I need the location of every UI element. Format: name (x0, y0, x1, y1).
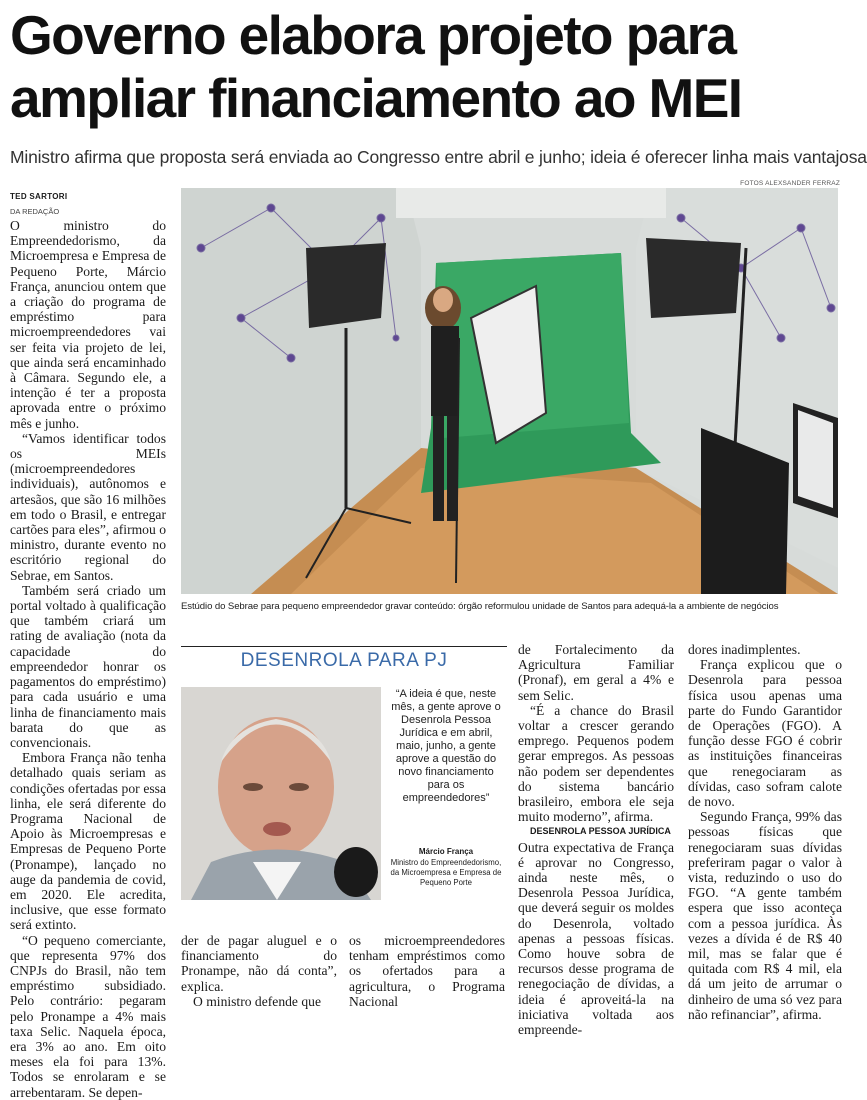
paragraph: der de pagar aluguel e o financiamento do Pronampe, não dá conta”, explica. (181, 933, 337, 994)
paragraph: os microempreendedores tenham empréstimos como os ofertados para a agricultura, o Programa Nacional (349, 933, 505, 1009)
photo-caption: Estúdio do Sebrae para pequeno empreendedor gravar conteúdo: órgão reformulou unidade de Santos para adequá-la a ambiente de negócios (181, 601, 779, 612)
studio-photo-image (181, 188, 838, 594)
paragraph: Outra expectativa de França é aprovar no Congresso, ainda neste mês, o Desenrola Pessoa Jurídica, que deverá seguir os moldes do Desenrola, voltado apenas a pessoas físicas. Como houve sobra de recursos desse programa de renegociação de dívidas, a ideia é aproveitá-la na iniciativa voltada aos empreende- (518, 839, 674, 1038)
byline: TED SARTORI (10, 192, 68, 201)
paragraph: de Fortalecimento da Agricultura Familiar (Pronaf), em geral a 4% e sem Selic. (518, 642, 674, 703)
paragraph: Embora França não tenha detalhado quais seriam as condições ofertadas por essa linha, ele será diferente do Programa Nacional de Apoio às Microempresas e Empresas de Pequeno Porte (Pronampe), lançado no auge da pandemia de covid, em 2020. Ele acredita, inclusive, que esse formato será extinto. (10, 750, 166, 933)
paragraph: O ministro defende que (193, 993, 321, 1009)
paragraph: Segundo França, 99% das pessoas físicas que renegociaram suas dívidas preferiram pagar o valor à vista, reduzindo o uso do FGO. “A gente também espera que isso aconteça com a pessoa jurídica. Às vezes a dívida é de R$ 40 mil, mas se falar que é quitada com R$ 4 mil, ela dá um jeito de arrumar o dinheiro de uma só vez para não refinanciar”, afirma. (688, 809, 842, 1022)
quote-attribution-role: Ministro do Empreendedorismo, da Microempresa e Empresa de Pequeno Porte (390, 858, 502, 887)
paragraph: “Vamos identificar todos os MEIs (microempreendedores individuais), autônomos e artesãos, que são 16 milhões em todo o Brasil, e entregar cartões para eles”, afirmou o ministro, durante evento no escritório regional do Sebrae, em Santos. (10, 430, 166, 583)
pull-quote: “A ideia é que, neste mês, a gente aprove o Desenrola Pessoa Jurídica e em abril, maio, junho, a gente aprove a questão do novo financiamento para os empreendedores” (391, 688, 501, 804)
article-column-1 (10, 218, 166, 1100)
quote-attribution-name: Márcio França (418, 847, 474, 856)
headline (10, 4, 846, 130)
paragraph: O ministro do Empreendedorismo, da Microempresa e Empresa de Pequeno Porte, Márcio França, anunciou ontem que a criação do programa de empréstimo para microempreendedores vai ser feita via projeto de lei, que ainda será encaminhado à Câmara. Segundo ele, a intenção é ter a proposta aprovada entre o próximo mês e junho. (10, 218, 166, 431)
paragraph: dores inadimplentes. (688, 642, 801, 657)
studio-photo (181, 188, 838, 594)
headline-line-1: Governo elabora projeto para (10, 4, 736, 66)
paragraph: “É a chance do Brasil voltar a crescer gerando emprego. Pequenos podem gerar empregos. As pessoas não podem ser dependentes do sistema bancário brasileiro, embora ele seja muito moderno”, afirma. (518, 702, 674, 825)
paragraph: Também será criado um portal voltado à qualificação que também criará um rating de avaliação (nota da capacidade do empreendedor honrar os pagamentos do empréstimo) para cada usuário e uma linha de financiamento mais barata do que as convencionais. (10, 582, 166, 750)
portrait-photo (181, 687, 381, 900)
article-column-2 (181, 933, 337, 1009)
box-top-rule (181, 646, 507, 647)
desk-label: DA REDAÇÃO (10, 207, 60, 216)
section-subhead: DESENROLA PESSOA JURÍDICA (530, 826, 671, 837)
paragraph: “O pequeno comerciante, que representa 97% dos CNPJs do Brasil, não tem empréstimo subsidiado. Pelo contrário: pegaram pelo Pronampe a 4% mais taxa Selic. Naquela época, era 3% ao ano. Em oito meses ela foi para 13%. Todos se enrolaram e se arrebentaram. Se depen- (10, 932, 166, 1100)
article-column-3 (349, 933, 505, 1009)
paragraph: França explicou que o Desenrola para pessoa física usou apenas uma parte do Fundo Garantidor de Operações (FGO). A função desse FGO é cobrir as instituições financeiras que renegociaram as dívidas, caso sofram calote de novo. (688, 657, 842, 810)
subheadline: Ministro afirma que proposta será enviada ao Congresso entre abril e junho; ideia é oferecer linha mais vantajosa (10, 147, 867, 167)
portrait-image (181, 687, 381, 900)
box-title: DESENROLA PARA PJ (240, 650, 448, 671)
article-column-4 (518, 642, 674, 1038)
headline-line-2: ampliar financiamento ao MEI (10, 67, 742, 129)
article-column-5 (688, 642, 842, 1022)
photo-credit: FOTOS ALEXSANDER FERRAZ (740, 180, 840, 187)
